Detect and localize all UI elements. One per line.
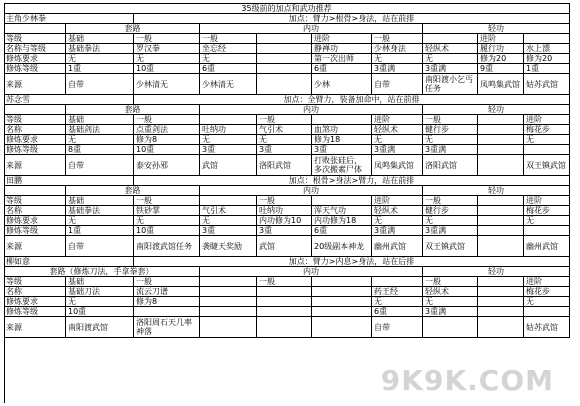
table-cell: 轻纵术 — [372, 125, 423, 135]
table-cell: 无 — [66, 297, 134, 307]
table-cell: 自带 — [372, 317, 423, 338]
table-cell — [524, 145, 570, 155]
table-cell: 梅花步 — [524, 125, 570, 135]
table-cell: 6重 — [200, 64, 257, 74]
table-cell: 武馆 — [257, 236, 312, 257]
table-cell: 6重 — [372, 307, 423, 317]
table-cell: 无 — [423, 135, 478, 145]
table-cell: 基础 — [66, 196, 134, 206]
row-label: 名称 — [4, 125, 66, 135]
table-cell: 铁砂掌 — [134, 206, 200, 216]
watermark: 9K9K.COM — [380, 364, 554, 397]
table-cell: 一般 — [200, 34, 257, 44]
table-cell: 自带 — [66, 236, 134, 257]
table-cell: 少林 — [312, 74, 372, 95]
row-label: 名称 — [4, 287, 66, 297]
row-label: 修炼要求 — [4, 297, 66, 307]
table-cell — [478, 297, 524, 307]
table-cell: 3重 — [200, 226, 257, 236]
section-header-neigong: 内功 — [200, 24, 423, 34]
table-cell: 内功修为10 — [257, 216, 312, 226]
row-label: 名称与等级 — [4, 44, 66, 54]
table-cell: 无 — [66, 54, 134, 64]
table-cell: 吐纳功 — [200, 125, 257, 135]
table-cell — [257, 54, 312, 64]
table-cell: 基础剑法 — [66, 125, 134, 135]
table-cell: 无 — [524, 297, 570, 307]
table-cell: 进阶 — [524, 196, 570, 206]
table-cell: 无 — [372, 216, 423, 226]
table-cell: 姑苏武馆 — [524, 74, 570, 95]
table-cell: 基础 — [66, 34, 134, 44]
row-label: 等级 — [4, 115, 66, 125]
table-cell: 3重满 — [423, 307, 478, 317]
table-cell: 基础 — [66, 115, 134, 125]
section-header-neigong: 内功 — [200, 105, 423, 115]
row-label: 名称 — [4, 206, 66, 216]
table-cell: 1重 — [66, 226, 134, 236]
table-cell: 一般 — [423, 115, 478, 125]
points-guide: 加点：全臂力，装备加命中，站在前排 — [134, 95, 570, 105]
table-cell: 进阶 — [478, 34, 524, 44]
table-cell: 自带 — [66, 74, 134, 95]
table-cell — [200, 277, 257, 287]
section-header-taolu: 套路 — [66, 24, 200, 34]
table-cell: 自带 — [66, 155, 134, 176]
table-cell: 10重 — [134, 145, 200, 155]
table-cell — [257, 34, 312, 44]
table-cell: 进阶 — [372, 196, 423, 206]
points-guide: 加点：根骨>身法>臂力，站在前排 — [134, 176, 570, 186]
table-cell: 梅花步 — [524, 287, 570, 297]
table-cell: 第一次出师 — [312, 54, 372, 64]
table-cell — [524, 307, 570, 317]
table-cell: 泰安孙邪 — [134, 155, 200, 176]
table-cell — [478, 196, 524, 206]
table-cell: 轻纵术 — [423, 44, 478, 54]
table-cell: 基础 — [66, 277, 134, 287]
table-cell: 一般 — [257, 277, 312, 287]
table-cell: 8重 — [66, 145, 134, 155]
table-cell: 吐纳功 — [257, 206, 312, 216]
row-label: 修炼等级 — [4, 307, 66, 317]
table-cell — [478, 155, 524, 176]
table-cell — [134, 307, 200, 317]
table-cell: 幽州武馆 — [372, 236, 423, 257]
table-cell — [423, 34, 478, 44]
table-cell: 无 — [423, 54, 478, 64]
header-spacer — [4, 24, 66, 34]
section-header-qinggong: 轻功 — [423, 267, 570, 277]
table-cell: 无 — [66, 135, 134, 145]
header-spacer — [4, 186, 66, 196]
table-cell: 9重 — [478, 64, 524, 74]
row-label: 修炼要求 — [4, 216, 66, 226]
table-cell: 修为20 — [524, 54, 570, 64]
table-cell: 洛阳周石天几率神落 — [134, 317, 200, 338]
table-cell: 修为8 — [134, 297, 200, 307]
table-cell — [200, 317, 257, 338]
table-cell — [478, 226, 524, 236]
table-cell: 内功修为18 — [312, 216, 372, 226]
table-cell: 坐忘经 — [200, 44, 257, 54]
row-label: 修炼等级 — [4, 226, 66, 236]
header-spacer — [4, 105, 66, 115]
table-cell: 气引术 — [257, 125, 312, 135]
row-label: 修炼要求 — [4, 54, 66, 64]
table-cell: 南阳渡武馆 — [66, 317, 134, 338]
table-cell: 3重满 — [423, 226, 478, 236]
table-cell: 3重 — [257, 145, 312, 155]
table-cell: 气引术 — [200, 206, 257, 216]
table-cell — [312, 297, 372, 307]
table-cell: 10重 — [134, 64, 200, 74]
points-guide: 加点：臂力>根骨>身法，站在前排 — [134, 14, 570, 24]
table-cell: 一般 — [423, 196, 478, 206]
table-cell: 双王镇武馆 — [423, 236, 478, 257]
table-cell: 水上漂 — [524, 44, 570, 54]
table-cell: 进阶 — [524, 115, 570, 125]
table-cell: 修为20 — [478, 54, 524, 64]
table-cell: 浑天气功 — [312, 206, 372, 216]
character-name: 主角少林拳 — [4, 14, 134, 24]
table-cell — [312, 307, 372, 317]
table-cell: 一般 — [372, 34, 423, 44]
table-cell: 凤鸣集武馆 — [478, 74, 524, 95]
table-cell: 3重 — [257, 226, 312, 236]
table-cell — [257, 317, 312, 338]
table-cell: 无 — [200, 54, 257, 64]
table-cell — [257, 64, 312, 74]
row-label: 修炼等级 — [4, 64, 66, 74]
table-cell — [478, 277, 524, 287]
table-cell: 20级副本神龙 — [312, 236, 372, 257]
section-header-taolu: 套路 — [66, 105, 200, 115]
table-cell: 3重满 — [423, 64, 478, 74]
table-cell: 梅花步 — [524, 206, 570, 216]
table-cell: 无 — [200, 135, 257, 145]
row-label: 来源 — [4, 155, 66, 176]
table-cell — [257, 287, 312, 297]
table-cell: 6重 — [312, 64, 372, 74]
table-cell: 修为8 — [134, 135, 200, 145]
table-cell: 轻纵术 — [372, 206, 423, 216]
table-cell: 3重满 — [372, 226, 423, 236]
table-cell: 一般 — [257, 196, 312, 206]
table-cell — [312, 287, 372, 297]
table-cell: 3重满 — [372, 64, 423, 74]
table-cell — [312, 115, 372, 125]
table-cell: 无 — [66, 216, 134, 226]
table-cell — [200, 287, 257, 297]
table-cell: 双王镇武馆 — [524, 155, 570, 176]
table-cell: 修为18 — [312, 135, 372, 145]
table-cell — [257, 74, 312, 95]
points-guide: 加点：臂力>内息>身法，站在后排 — [134, 257, 570, 267]
table-cell — [524, 226, 570, 236]
table-cell: 少林身法 — [372, 44, 423, 54]
table-cell — [200, 196, 257, 206]
table-cell: 3重满 — [423, 145, 478, 155]
table-cell — [372, 277, 423, 287]
table-cell: 武馆 — [200, 155, 257, 176]
table-cell: 无 — [257, 135, 312, 145]
table-cell: 进阶 — [312, 34, 372, 44]
table-cell: 流云刀谱 — [134, 287, 200, 297]
table-cell: 健行步 — [423, 206, 478, 216]
table-cell: 无 — [372, 297, 423, 307]
table-cell: 打败张硅后，多次搬素尸体 — [312, 155, 372, 176]
table-cell: 1重 — [66, 64, 134, 74]
table-cell — [478, 115, 524, 125]
section-header-qinggong: 轻功 — [423, 24, 570, 34]
table-cell — [257, 307, 312, 317]
table-cell — [257, 44, 312, 54]
table-cell — [524, 34, 570, 44]
table-cell — [478, 145, 524, 155]
table-cell: 一般 — [257, 115, 312, 125]
table-cell: 血煞功 — [312, 125, 372, 135]
table-cell: 基础刀法 — [66, 287, 134, 297]
table-cell: 无 — [524, 216, 570, 226]
table-cell — [478, 125, 524, 135]
table-cell: 一般 — [134, 115, 200, 125]
table-cell: 凤鸣集武馆 — [372, 155, 423, 176]
table-cell: 基础拳法 — [66, 44, 134, 54]
row-label: 来源 — [4, 74, 66, 95]
table-cell: 基础拳法 — [66, 206, 134, 216]
table-cell: 南阳渡小乞丐任务 — [423, 74, 478, 95]
table-cell: 幽州武馆 — [524, 236, 570, 257]
table-cell — [478, 236, 524, 257]
table-cell — [478, 307, 524, 317]
table-cell — [200, 115, 257, 125]
row-label: 修炼要求 — [4, 135, 66, 145]
table-cell: 无 — [134, 54, 200, 64]
table-cell — [257, 297, 312, 307]
table-cell: 6重 — [312, 226, 372, 236]
table-cell — [478, 216, 524, 226]
row-label: 修炼等级 — [4, 145, 66, 155]
table-cell: 3重满 — [372, 145, 423, 155]
table-cell: 罗汉拳 — [134, 44, 200, 54]
table-cell: 10重 — [134, 226, 200, 236]
table-cell: 洛阳武馆 — [423, 155, 478, 176]
section-header-taolu: 套路（修炼刀法，手拿拳套） — [4, 267, 200, 277]
section-header-qinggong: 轻功 — [423, 105, 570, 115]
table-cell: 静禅功 — [312, 44, 372, 54]
table-cell: 药王经 — [372, 287, 423, 297]
table-cell — [478, 206, 524, 216]
table-cell: 3重 — [200, 145, 257, 155]
table-cell: 履行功 — [478, 44, 524, 54]
table-cell: 轻纵术 — [423, 287, 478, 297]
table-cell: 无 — [134, 216, 200, 226]
table-cell: 自带 — [372, 74, 423, 95]
table-cell: 3重 — [312, 145, 372, 155]
character-name: 田鹏 — [4, 176, 134, 186]
character-name: 苏念雪 — [4, 95, 134, 105]
table-cell: 姑苏武馆 — [524, 317, 570, 338]
table-cell: 一般 — [134, 277, 200, 287]
row-label: 等级 — [4, 34, 66, 44]
table-cell — [312, 277, 372, 287]
section-header-neigong: 内功 — [200, 267, 423, 277]
table-cell — [312, 196, 372, 206]
section-header-taolu: 套路 — [66, 186, 200, 196]
table-cell: 点重剑法 — [134, 125, 200, 135]
table-cell — [478, 317, 524, 338]
table-cell: 进阶 — [524, 277, 570, 287]
table-cell: 一般 — [423, 277, 478, 287]
table-cell: 袭睫天奖励 — [200, 236, 257, 257]
table-cell: 1重 — [524, 64, 570, 74]
table-cell: 南阳渡武馆任务 — [134, 236, 200, 257]
table-cell: 无 — [372, 135, 423, 145]
table-cell: 无 — [372, 54, 423, 64]
table-cell — [312, 317, 372, 338]
table-cell — [200, 307, 257, 317]
section-header-neigong: 内功 — [200, 186, 423, 196]
row-label: 等级 — [4, 196, 66, 206]
table-cell: 进阶 — [372, 115, 423, 125]
table-cell: 少林清无 — [200, 74, 257, 95]
table-cell: 少林清无 — [134, 74, 200, 95]
character-name: 柳如意 — [4, 257, 134, 267]
row-label: 来源 — [4, 317, 66, 338]
recommendation-sheet — [4, 3, 570, 403]
table-cell: 一般 — [134, 196, 200, 206]
table-cell: 10重 — [66, 307, 134, 317]
row-label: 等级 — [4, 277, 66, 287]
table-cell: 无 — [423, 216, 478, 226]
page-title: 35级前的加点和武功推荐 — [4, 3, 570, 14]
table-cell: 一般 — [134, 34, 200, 44]
row-label: 来源 — [4, 236, 66, 257]
table-cell: 洛阳武馆 — [257, 155, 312, 176]
table-cell — [478, 287, 524, 297]
table-cell — [423, 317, 478, 338]
table-cell: 无 — [200, 216, 257, 226]
table-cell: 健行步 — [423, 125, 478, 135]
table-cell: 无 — [423, 297, 478, 307]
table-cell: 无 — [524, 135, 570, 145]
section-header-qinggong: 轻功 — [423, 186, 570, 196]
table-cell — [200, 297, 257, 307]
table-cell — [478, 135, 524, 145]
